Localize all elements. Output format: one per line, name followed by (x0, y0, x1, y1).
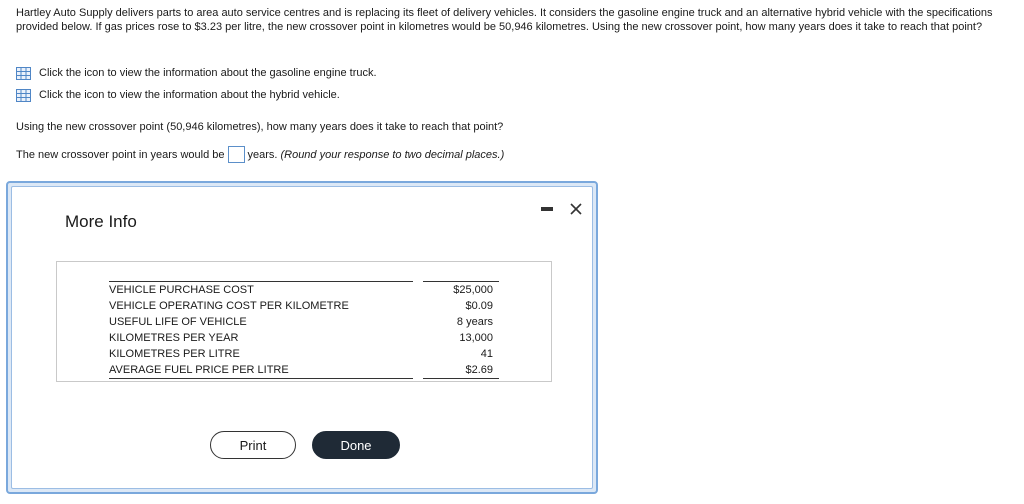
spec-value: 8 years (456, 316, 493, 328)
answer-line (16, 146, 504, 163)
vehicle-spec-table (109, 281, 499, 379)
spec-label: KILOMETRES PER LITRE (109, 348, 240, 360)
info-link-gasoline-truck[interactable] (16, 66, 377, 80)
spec-value: $0.09 (465, 300, 493, 312)
table-icon[interactable] (16, 89, 31, 102)
table-row (109, 314, 499, 330)
dialog-title: More Info (65, 212, 137, 231)
more-info-dialog-body (11, 186, 593, 489)
spec-value: $2.69 (423, 362, 499, 379)
table-row (109, 362, 499, 379)
info-link-label: Click the icon to view the information about the gasoline engine truck. (39, 67, 377, 79)
answer-prefix: The new crossover point in years would be (16, 148, 225, 161)
answer-input[interactable] (228, 146, 245, 163)
print-button[interactable]: Print (210, 431, 296, 459)
table-row (109, 330, 499, 346)
spec-label: VEHICLE PURCHASE COST (109, 282, 413, 299)
spec-value: 41 (480, 348, 493, 360)
spec-label: USEFUL LIFE OF VEHICLE (109, 316, 247, 328)
table-row (109, 346, 499, 362)
close-icon[interactable] (568, 201, 584, 217)
spec-value: $25,000 (423, 282, 499, 299)
answer-hint: (Round your response to two decimal places.) (280, 148, 505, 161)
info-link-hybrid-vehicle[interactable] (16, 88, 340, 102)
table-row (109, 282, 499, 299)
spec-label: KILOMETRES PER YEAR (109, 332, 239, 344)
table-icon[interactable] (16, 67, 31, 80)
table-row (109, 298, 499, 314)
vehicle-spec-panel (56, 261, 552, 382)
problem-text: Hartley Auto Supply delivers parts to area auto service centres and is replacing its fleet of delivery vehicles. It considers the gasoline engine truck and an alternative hybrid vehicle with the specifications provided below. If gas prices rose to $3.23 per litre, the new crossover point in kilometres would be 50,946 kilometres. Using the new crossover point, how many years does it take to reach that point? (16, 7, 993, 33)
info-link-label: Click the icon to view the information about the hybrid vehicle. (39, 89, 340, 101)
more-info-dialog (6, 181, 598, 494)
spec-value: 13,000 (459, 332, 493, 344)
minimize-icon[interactable] (540, 202, 554, 216)
answer-suffix: years. (247, 148, 278, 161)
spec-label: VEHICLE OPERATING COST PER KILOMETRE (109, 300, 349, 312)
spec-label: AVERAGE FUEL PRICE PER LITRE (109, 362, 413, 379)
question-text: Using the new crossover point (50,946 kilometres), how many years does it take to reach that point? (16, 121, 504, 133)
done-button[interactable]: Done (312, 431, 400, 459)
